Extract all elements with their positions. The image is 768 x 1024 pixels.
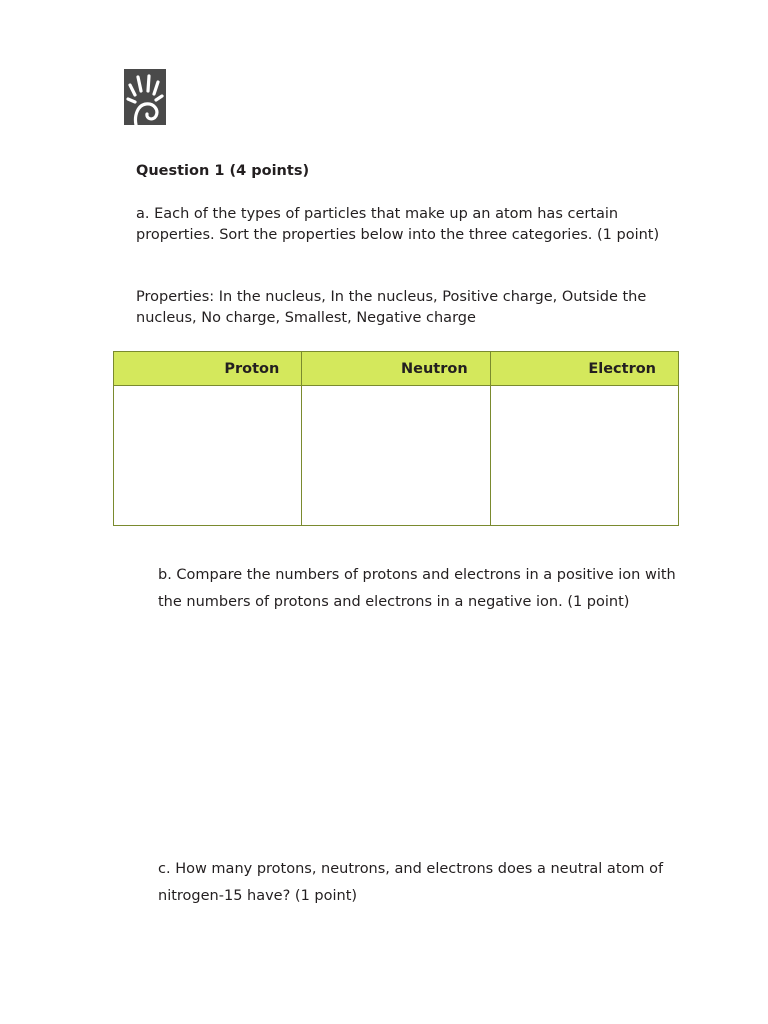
question-part-b: b. Compare the numbers of protons and electrons in a positive ion with the numbers of protons and electrons in a negative ion. (1 point) — [158, 567, 676, 610]
answer-cell-electron[interactable] — [490, 386, 678, 526]
question-title: Question 1 (4 points) — [136, 163, 310, 179]
table-header-row — [114, 352, 679, 386]
question-part-c: c. How many protons, neutrons, and electrons does a neutral atom of nitrogen-15 have? (1 point) — [158, 861, 664, 904]
column-header-neutron: Neutron — [302, 352, 490, 386]
answer-cell-neutron[interactable] — [302, 386, 490, 526]
answer-cell-proton[interactable] — [114, 386, 302, 526]
column-header-electron: Electron — [490, 352, 678, 386]
sunburst-logo-icon — [124, 69, 166, 125]
column-header-proton: Proton — [114, 352, 302, 386]
sorting-table — [113, 351, 679, 526]
question-part-a: a. Each of the types of particles that make up an atom has certain properties. Sort the properties below into the three categories. (1 point) — [136, 206, 660, 243]
properties-list: Properties: In the nucleus, In the nucleus, Positive charge, Outside the nucleus, No charge, Smallest, Negative charge — [136, 289, 647, 326]
table-row — [114, 386, 679, 526]
